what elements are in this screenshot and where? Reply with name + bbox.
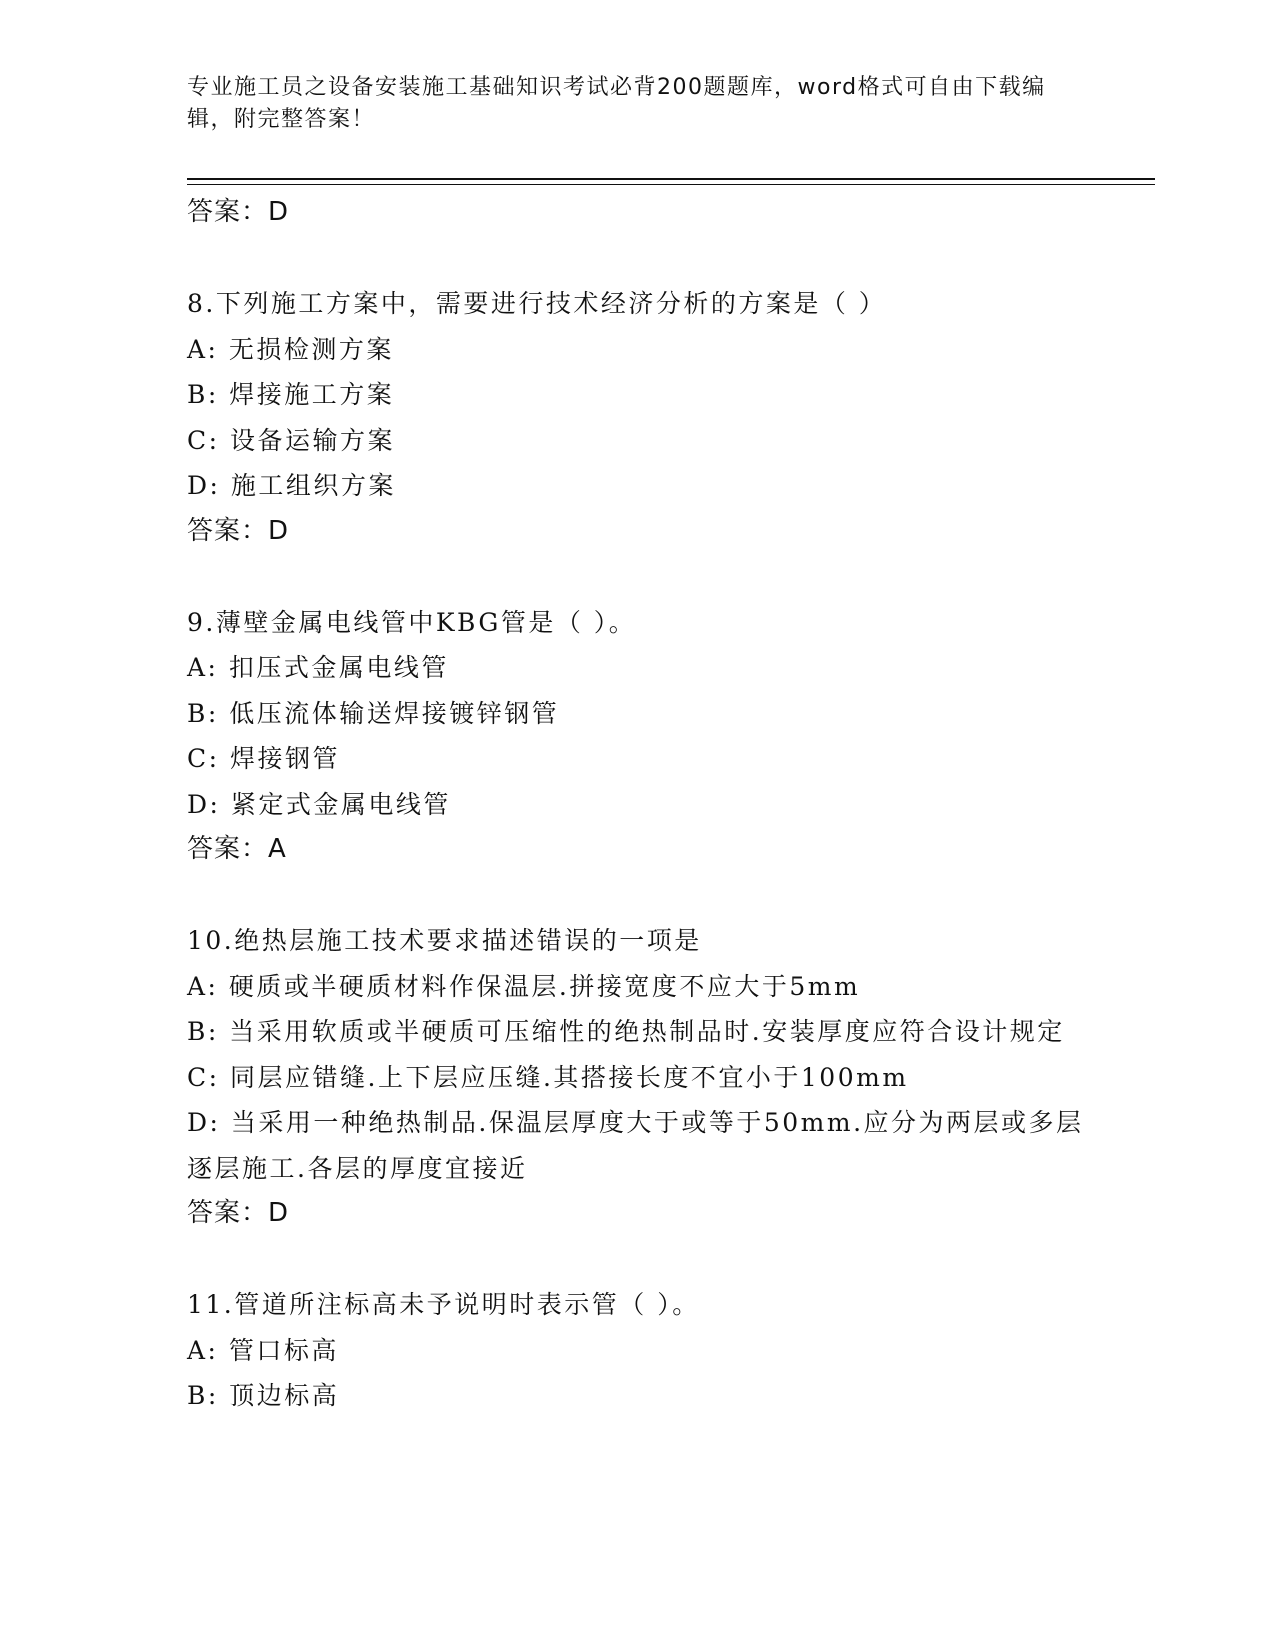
question-10 — [187, 918, 1087, 1237]
option-b: B: 低压流体输送焊接镀锌钢管 — [187, 698, 560, 728]
question-8 — [187, 281, 1087, 554]
question-11 — [187, 1282, 1087, 1419]
question-list — [187, 190, 1087, 1419]
question-stem: 8.下列施工方案中，需要进行技术经济分析的方案是（ ） — [187, 289, 887, 318]
question-stem: 11.管道所注标高未予说明时表示管（ ）。 — [187, 1290, 700, 1319]
option-a: A: 硬质或半硬质材料作保温层.拼接宽度不应大于5mm — [187, 971, 861, 1001]
option-d: D: 紧定式金属电线管 — [187, 789, 451, 819]
answer-previous: 答案：D — [187, 197, 290, 227]
question-stem: 10.绝热层施工技术要求描述错误的一项是 — [187, 926, 702, 955]
answer: 答案：A — [187, 834, 287, 864]
option-c: C: 设备运输方案 — [187, 425, 395, 455]
question-9 — [187, 600, 1087, 873]
option-d: D: 当采用一种绝热制品.保温层厚度大于或等于50mm.应分为两层或多层逐层施工.各层的厚度宜接近 — [187, 1108, 1084, 1183]
answer: 答案：D — [187, 515, 290, 546]
option-a: A: 管口标高 — [187, 1335, 339, 1365]
option-b: B: 顶边标高 — [187, 1381, 340, 1410]
option-c: C: 同层应错缝.上下层应压缝.其搭接长度不宜小于100mm — [187, 1062, 909, 1092]
option-c: C: 焊接钢管 — [187, 744, 340, 773]
option-a: A: 扣压式金属电线管 — [187, 653, 449, 682]
document-header: 专业施工员之设备安装施工基础知识考试必背200题题库，word格式可自由下载编辑，附完整答案！ — [187, 75, 1046, 132]
question-stem: 9.薄壁金属电线管中KBG管是（ ）。 — [187, 607, 637, 637]
option-d: D: 施工组织方案 — [187, 471, 396, 500]
option-a: A: 无损检测方案 — [187, 334, 394, 364]
option-b: B: 当采用软质或半硬质可压缩性的绝热制品时.安装厚度应符合设计规定 — [187, 1017, 1065, 1046]
header-divider-thick — [187, 178, 1155, 180]
answer: 答案：D — [187, 1198, 290, 1228]
option-b: B: 焊接施工方案 — [187, 380, 395, 409]
header-divider-thin — [187, 184, 1155, 185]
